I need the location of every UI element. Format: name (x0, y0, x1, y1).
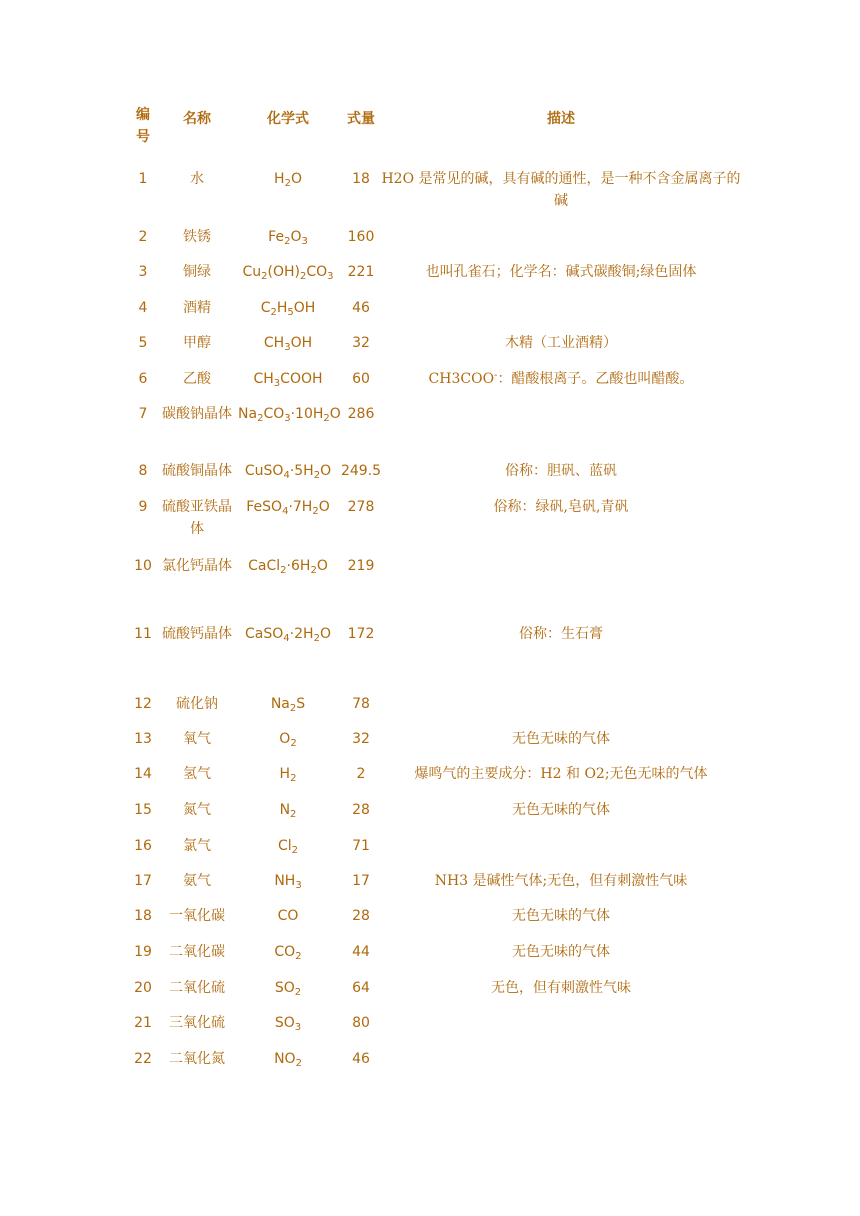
description: 爆鸣气的主要成分：H2 和 O2;无色无味的气体 (414, 766, 708, 782)
chemical-formula: $NO_2$ (274, 1051, 302, 1069)
description: 俗称：胆矾、蓝矾 (505, 463, 617, 479)
compound-name: 二氧化硫 (169, 980, 225, 996)
chemical-formula: $N_2$ (279, 802, 297, 820)
formula-mass: 44 (352, 944, 370, 960)
formula-mass: 160 (347, 229, 375, 245)
chemical-formula: $CaSO_4\cdot 2H_2O$ (245, 626, 331, 644)
formula-mass: 28 (352, 908, 370, 924)
description: 俗称：绿矾,皂矾,青矾 (493, 499, 629, 515)
row-number: 3 (138, 264, 148, 280)
description: H2O 是常见的碱，具有碱的通性，是一种不含金属离子的碱 (381, 171, 741, 209)
row-number: 12 (134, 696, 152, 712)
row-number: 4 (138, 300, 148, 316)
formula-mass: 46 (352, 1051, 370, 1067)
compound-name: 氯化钙晶体 (162, 558, 232, 574)
description: 无色无味的气体 (512, 731, 610, 747)
description: 无色，但有刺激性气味 (491, 980, 631, 996)
chemical-formula: CO (277, 908, 299, 924)
formula-mass: 172 (347, 626, 375, 642)
row-number: 20 (134, 980, 152, 996)
description: 无色无味的气体 (512, 944, 610, 960)
description: 也叫孔雀石；化学名：碱式碳酸铜;绿色固体 (425, 264, 697, 280)
description: 无色无味的气体 (512, 908, 610, 924)
formula-mass: 2 (356, 766, 366, 782)
compound-name: 二氧化碳 (169, 944, 225, 960)
row-number: 22 (134, 1051, 152, 1067)
compound-name: 二氧化氮 (169, 1051, 225, 1067)
row-number: 11 (134, 626, 152, 642)
formula-mass: 286 (347, 406, 375, 422)
compound-name: 铜绿 (183, 264, 211, 280)
compound-name: 甲醇 (183, 335, 211, 351)
compound-name: 氢气 (183, 766, 211, 782)
compound-name: 氮气 (183, 802, 211, 818)
compound-name: 一氧化碳 (169, 908, 225, 924)
compound-name: 硫酸亚铁晶体 (162, 499, 232, 537)
chemical-formula: $Fe_2O_3$ (268, 229, 308, 247)
header-name: 名称 (183, 111, 211, 127)
compound-name: 硫酸钙晶体 (162, 626, 232, 642)
chemical-formula: $O_2$ (279, 731, 297, 749)
description: 无色无味的气体 (512, 802, 610, 818)
row-number: 13 (134, 731, 152, 747)
description: NH3 是碱性气体;无色，但有刺激性气味 (434, 873, 688, 889)
formula-mass: 71 (352, 838, 370, 854)
header-formula: 化学式 (267, 111, 309, 127)
chemical-formula: $FeSO_4\cdot 7H_2O$ (246, 499, 330, 517)
row-number: 1 (138, 171, 148, 187)
chemical-formula: $CaCl_2\cdot 6H_2O$ (248, 558, 328, 576)
chemical-formula: $SO_2$ (274, 980, 302, 998)
compound-name: 乙酸 (183, 371, 211, 387)
formula-mass: 18 (352, 171, 370, 187)
compound-name: 硫化钠 (176, 696, 218, 712)
description: 俗称：生石膏 (519, 626, 603, 642)
formula-mass: 78 (352, 696, 370, 712)
formula-mass: 32 (352, 335, 370, 351)
formula-mass: 221 (347, 264, 375, 280)
chemical-formula: $CuSO_4\cdot 5H_2O$ (244, 463, 332, 481)
compound-name: 酒精 (183, 300, 211, 316)
chemical-formula: $NH_3$ (274, 873, 302, 891)
description: CH3COO-：醋酸根离子。乙酸也叫醋酸。 (428, 370, 694, 387)
chemical-formula: $H_2O$ (274, 171, 302, 189)
compound-name: 三氧化硫 (169, 1015, 225, 1031)
chemical-formula: $H_2$ (279, 766, 297, 784)
row-number: 6 (138, 371, 148, 387)
chemical-formula: $Na_2CO_3\cdot 10H_2O$ (238, 406, 341, 424)
compound-name: 水 (190, 171, 204, 187)
row-number: 5 (138, 335, 148, 351)
header-mass: 式量 (347, 111, 375, 127)
formula-mass: 80 (352, 1015, 370, 1031)
row-number: 14 (134, 766, 152, 782)
row-number: 10 (134, 558, 152, 574)
row-number: 16 (134, 838, 152, 854)
row-number: 18 (134, 908, 152, 924)
row-number: 2 (138, 229, 148, 245)
row-number: 21 (134, 1015, 152, 1031)
row-number: 19 (134, 944, 152, 960)
formula-mass: 64 (352, 980, 370, 996)
formula-mass: 17 (352, 873, 370, 889)
chemical-formula: $CH_3COOH$ (253, 371, 323, 389)
formula-mass: 278 (347, 499, 375, 515)
chemical-formula: $CH_3OH$ (263, 335, 313, 353)
chemical-formula: $CO_2$ (274, 944, 302, 962)
chemical-formula: $Cu_2(OH)_2CO_3$ (242, 264, 334, 282)
chemical-formula: $Na_2S$ (270, 696, 306, 714)
compound-name: 氯气 (183, 838, 211, 854)
row-number: 8 (138, 463, 148, 479)
formula-mass: 60 (352, 371, 370, 387)
row-number: 9 (138, 499, 148, 515)
formula-mass: 32 (352, 731, 370, 747)
formula-mass: 249.5 (340, 463, 382, 479)
formula-mass: 28 (352, 802, 370, 818)
row-number: 7 (138, 406, 148, 422)
compound-name: 氧气 (183, 731, 211, 747)
chemical-formula: $SO_3$ (274, 1015, 302, 1033)
row-number: 17 (134, 873, 152, 889)
description: 木精（工业酒精） (505, 335, 617, 351)
chemical-formula: $C_2H_5OH$ (260, 300, 316, 318)
compound-name: 铁锈 (183, 229, 211, 245)
formula-mass: 46 (352, 300, 370, 316)
chemical-formula: $Cl_2$ (277, 838, 299, 856)
formula-mass: 219 (347, 558, 375, 574)
header-no: 编 号 (136, 107, 150, 145)
compound-name: 硫酸铜晶体 (162, 463, 232, 479)
compound-name: 碳酸钠晶体 (162, 406, 232, 422)
row-number: 15 (134, 802, 152, 818)
compound-name: 氨气 (183, 873, 211, 889)
header-description: 描述 (547, 111, 575, 127)
